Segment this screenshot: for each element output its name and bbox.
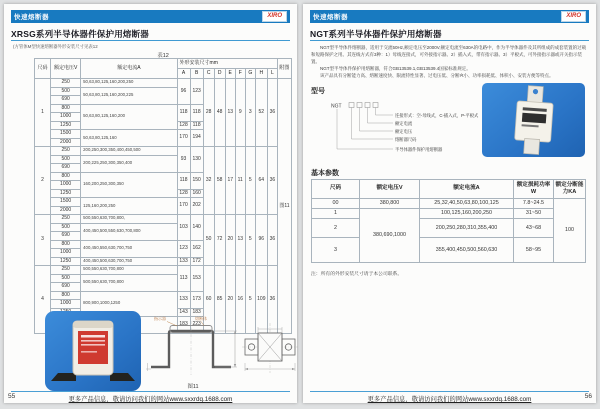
model-designation-diagram	[313, 94, 483, 158]
fuse-label-line	[81, 340, 105, 342]
model-label-size: 熔断器尺码	[395, 136, 417, 142]
current-cell: 355,400,450,500,560,630	[420, 238, 514, 263]
voltage-cell: 2000	[51, 138, 81, 147]
current-cell: 500,550,630,700,800,	[81, 215, 177, 224]
dim-cell: 28	[203, 79, 214, 147]
breaking-capacity-cell: 100	[554, 199, 586, 263]
dim-cell: 32	[203, 147, 214, 215]
voltage-cell: 690	[51, 96, 81, 105]
current-cell: 100,125,160,200,250	[420, 209, 514, 219]
dim-cell: 11	[235, 147, 245, 215]
dim-b-cell: 118	[190, 121, 203, 130]
page-number: 56	[584, 393, 592, 400]
power-cell: 7.8~24.5	[514, 199, 554, 209]
dim-a-cell: 93	[177, 147, 190, 173]
brand-logo: XIRO	[561, 11, 586, 22]
current-cell: 200,250,300,350,400,450,500	[81, 147, 177, 156]
table-row	[35, 215, 292, 224]
table-row	[35, 147, 292, 156]
current-cell: 200,250,280,310,355,400	[420, 219, 514, 238]
size-cell: 3	[312, 238, 360, 263]
current-cell: 50,63,80,125,160	[81, 130, 177, 147]
power-cell: 31~50	[514, 209, 554, 219]
size-cell: 00	[312, 199, 360, 209]
col-header: 尺码	[312, 180, 360, 199]
dim-cell: 9	[235, 79, 245, 147]
model-box-4	[373, 103, 378, 108]
fuse-illustration	[45, 311, 141, 391]
voltage-cell: 690	[51, 283, 81, 292]
dim-a-cell: 113	[177, 266, 190, 292]
model-box-1	[349, 103, 354, 108]
description-paragraph: NGT型半导体件保护用熔断器，符合GB13539.1,GB13539.4国家标准规定。	[320, 65, 471, 71]
dim-b-cell: 140	[190, 215, 203, 241]
voltage-cell: 250	[51, 215, 81, 224]
model-section-heading: 型号	[311, 88, 325, 95]
size-cell: 1	[312, 209, 360, 219]
dim-b-cell: 202	[190, 198, 203, 215]
voltage-cell: 1000	[51, 300, 81, 309]
dim-cell: 20	[225, 215, 235, 266]
basic-parameters-table	[311, 179, 586, 263]
blade-bottom	[524, 138, 540, 154]
description	[311, 45, 588, 80]
current-cell: 160,200,250,300,350	[81, 172, 177, 198]
dimensions-table	[34, 58, 292, 334]
dim-cell: 13	[235, 215, 245, 266]
col-header-dim: D	[214, 69, 225, 79]
dim-b-cell: 194	[190, 130, 203, 147]
dim-a-cell: 118	[177, 172, 190, 189]
table-row	[312, 209, 586, 219]
current-cell: 50,63,80,125,160,200,250	[81, 79, 177, 88]
footer-text: 更多产品信息，敬请访问我们的网站www.sxxrdq.1688.com	[68, 396, 233, 403]
current-cell: 400,450,500,630,700,750	[81, 257, 177, 266]
power-cell: 43~68	[514, 219, 554, 238]
dim-b-cell: 162	[190, 240, 203, 257]
dim-a-cell: 123	[177, 240, 190, 257]
current-cell: 400,450,500,550,630,700,800	[81, 223, 177, 240]
dim-cell: 36	[267, 147, 277, 215]
dim-a-cell: 96	[177, 79, 190, 105]
current-cell: 200,225,250,300,350,400	[81, 155, 177, 172]
voltage-cell: 1000	[51, 113, 81, 122]
dim-cell: 96	[255, 215, 267, 266]
dim-cell: 36	[267, 215, 277, 266]
front-view-drawing	[145, 313, 241, 381]
page-title: XRSG系列半导体器件保护用熔断器	[11, 29, 149, 39]
model-label-voltage: 额定电压	[395, 128, 413, 134]
current-cell: 125,160,200,250	[81, 198, 177, 215]
fuse-label-line	[81, 351, 97, 353]
header-bar-label: 快速熔断器	[313, 14, 348, 21]
product-photo-xrsg	[45, 311, 141, 391]
voltage-cell: 690	[51, 232, 81, 241]
dim-foot	[146, 363, 151, 371]
fuse-label-block	[522, 113, 547, 124]
table-row	[35, 79, 292, 88]
col-header-current: 额定电流A	[81, 59, 177, 79]
col-header-size: 尺码	[35, 59, 51, 79]
col-header: 额定电压V	[360, 180, 420, 199]
drawing-label-indicator: 指示器	[154, 316, 166, 321]
dim-cell: 36	[267, 79, 277, 147]
dim-b-cell: 153	[190, 266, 203, 292]
dim-b-cell: 172	[190, 257, 203, 266]
dim-cell: 58	[214, 147, 225, 215]
figure-ref-cell: 图11	[277, 79, 291, 334]
voltage-cell: 2000	[51, 206, 81, 215]
fuse-illustration	[482, 83, 585, 157]
dim-a-cell: 170	[177, 198, 190, 215]
dim-a-cell: 118	[177, 104, 190, 121]
dim-a-cell: 128	[177, 121, 190, 130]
header-bar	[310, 10, 589, 23]
page-left	[4, 4, 297, 403]
voltage-cell: 380,800	[360, 199, 420, 209]
voltage-cell: 380,690,1000	[360, 209, 420, 263]
col-header-voltage: 额定电压V	[51, 59, 81, 79]
col-header-dim: A	[177, 69, 190, 79]
dim-b-cell: 130	[190, 147, 203, 173]
current-cell: 800,900,1000,1250	[81, 291, 177, 317]
dim-cell: 52	[255, 79, 267, 147]
size-cell: 4	[35, 266, 51, 334]
voltage-cell: 800	[51, 104, 81, 113]
model-box-2	[357, 103, 362, 108]
col-header: 额定电流A	[420, 180, 514, 199]
size-cell: 2	[35, 147, 51, 215]
voltage-cell: 1000	[51, 249, 81, 258]
table-footnote: 注：所有的外形安装尺寸请于本公司联系。	[311, 272, 403, 277]
dim-a-cell: 103	[177, 215, 190, 241]
col-header: 额定损耗功率W	[514, 180, 554, 199]
dim-cell: 17	[225, 147, 235, 215]
current-cell: 25,32,40,50,63,80,100,125	[420, 199, 514, 209]
dim-cell: 20	[225, 266, 235, 334]
dim-b-cell: 118	[190, 104, 203, 121]
col-header-dim: B	[190, 69, 203, 79]
col-header-dim: L	[267, 69, 277, 79]
current-cell: 500,550,630,700,800	[81, 274, 177, 291]
current-cell: 400,450,550,630,700,750	[81, 240, 177, 257]
model-label-connection: 连接形式：空-母线式，C-插入式，P-平板式	[395, 112, 479, 118]
dim-cell: 48	[214, 79, 225, 147]
col-header-dim: E	[225, 69, 235, 79]
voltage-cell: 250	[51, 266, 81, 275]
footer-rule	[310, 391, 589, 392]
dim-cell: 50	[203, 215, 214, 266]
col-header-dims-group: 外形安装尺寸mm	[177, 59, 277, 69]
dim-cell: 5	[245, 215, 255, 266]
dim-b-cell: 173	[190, 291, 203, 308]
page-number: 55	[8, 393, 16, 400]
voltage-cell: 500	[51, 274, 81, 283]
current-cell: 50,63,80,125,160,200	[81, 104, 177, 130]
dim-cell: 60	[203, 266, 214, 334]
product-photo-ngt	[482, 83, 585, 157]
dim-b-cell: 150	[190, 172, 203, 189]
model-leader-lines	[337, 108, 393, 150]
dim-cell: 36	[267, 266, 277, 334]
col-header-dim: H	[255, 69, 267, 79]
params-section-heading: 基本参数	[311, 170, 339, 177]
size-cell: 3	[35, 215, 51, 266]
voltage-cell: 500	[51, 155, 81, 164]
fuse-label-line	[81, 344, 105, 346]
model-box-3	[365, 103, 370, 108]
fuse-cap	[73, 321, 113, 328]
voltage-cell: 1250	[51, 257, 81, 266]
table-caption: 表12	[157, 52, 169, 59]
title-rule	[11, 40, 290, 42]
dim-extension	[215, 331, 237, 367]
page-right	[303, 4, 596, 403]
col-header: 额定分断能力KA	[554, 180, 586, 199]
voltage-cell: 250	[51, 147, 81, 156]
model-label-series: 半导体器件保护用熔断器	[395, 146, 443, 152]
table-row	[35, 266, 292, 275]
page-title: NGT系列半导体器件保护用熔断器	[310, 29, 442, 39]
dim-cell: 5	[245, 147, 255, 215]
header-bar	[11, 10, 290, 23]
dim-b-cell: 223	[190, 317, 203, 334]
power-cell: 58~95	[514, 238, 554, 263]
dim-a-cell: 143	[177, 308, 190, 317]
dim-cell: 13	[225, 79, 235, 147]
fuse-group	[514, 85, 555, 155]
voltage-cell: 800	[51, 291, 81, 300]
dim-b-cell: 160	[190, 189, 203, 198]
title-rule	[310, 40, 589, 42]
figure-caption: 图11	[187, 384, 199, 390]
voltage-cell: 1000	[51, 181, 81, 190]
voltage-cell: 690	[51, 164, 81, 173]
table-row	[312, 199, 586, 209]
dim-a-cell: 183	[177, 317, 190, 334]
dim-a-cell: 133	[177, 257, 190, 266]
size-cell: 1	[35, 79, 51, 147]
footer-rule	[11, 391, 290, 392]
dim-cell: 85	[214, 266, 225, 334]
dim-cell: 109	[255, 266, 267, 334]
dim-a-cell: 170	[177, 130, 190, 147]
voltage-cell: 1250	[51, 121, 81, 130]
blade-top	[527, 86, 543, 104]
dim-cell: 72	[214, 215, 225, 266]
fuse-foot-right	[110, 373, 135, 381]
fuse-label-line	[81, 335, 105, 338]
voltage-cell: 500	[51, 223, 81, 232]
voltage-cell: 800	[51, 172, 81, 181]
voltage-cell: 500	[51, 87, 81, 96]
col-header-dim: F	[235, 69, 245, 79]
dim-cell: 5	[245, 266, 255, 334]
voltage-cell: 1500	[51, 130, 81, 139]
fuse-foot-left	[51, 373, 76, 381]
col-header-figure: 附图	[277, 59, 291, 79]
brand-logo: XIRO	[262, 11, 287, 22]
table-row	[312, 238, 586, 263]
voltage-cell: 250	[51, 79, 81, 88]
voltage-cell: 1500	[51, 198, 81, 207]
size-cell: 2	[312, 219, 360, 238]
dim-b-cell: 123	[190, 79, 203, 105]
dim-a-cell: 133	[177, 291, 190, 308]
drawing-label-fuse-body: 熔断体	[195, 316, 207, 321]
table-reference-note: (方管体M型快速熔断器外形安装尺寸见表12	[13, 44, 98, 49]
voltage-cell: 1250	[51, 189, 81, 198]
dim-cell: 64	[255, 147, 267, 215]
description-paragraph: NGT型半导体件熔断器，适用于交流50Hz,额定电压至2000V,额定电流至630A的电路中，作为半导体器件及其所组成的成套装置的过载和短路保护之用。其连线方式有3种：1）母线连接式，可外接指示器。2）插入式，带有指示器。3）平板式，可外接指示器或开关指示装置。	[311, 45, 587, 64]
header-bar-label: 快速熔断器	[14, 14, 49, 21]
description-paragraph: 该产品具有分断能力高、熔断速度快、限流特性显著、过电压低、分断I²t小、功率损耗低、体积小、安装方便等特点。	[320, 72, 554, 78]
top-view-drawing	[241, 319, 299, 377]
current-cell: 500,550,630,700,800	[81, 266, 177, 275]
model-prefix: NGT	[331, 103, 342, 110]
voltage-cell: 800	[51, 240, 81, 249]
col-header-dim: C	[203, 69, 214, 79]
table-row	[312, 219, 586, 238]
model-label-current: 额定电流	[395, 120, 413, 126]
dim-cell: 16	[235, 266, 245, 334]
footer-text: 更多产品信息，敬请访问我们的网站www.sxxrdq.1688.com	[367, 396, 532, 403]
leader-line-right	[201, 322, 204, 326]
dim-cell: 3	[245, 79, 255, 147]
dim-b-cell: 183	[190, 308, 203, 317]
dim-a-cell: 128	[177, 189, 190, 198]
col-header-dim: G	[245, 69, 255, 79]
current-cell: 50,63,80,125,160,200,225	[81, 87, 177, 104]
